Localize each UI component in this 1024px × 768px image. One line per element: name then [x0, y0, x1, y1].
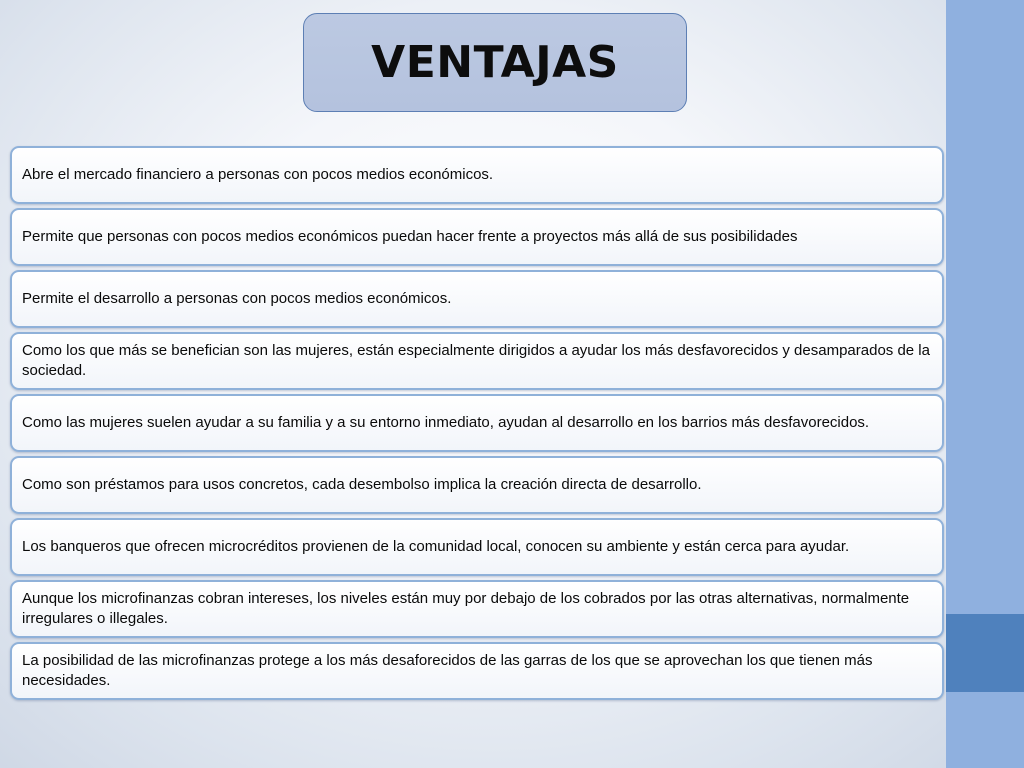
- decorative-side-block: [946, 614, 1024, 692]
- list-item-text: La posibilidad de las microfinanzas protege a los más desaforecidos de las garras de los que se aprovechan los que tienen más necesidades.: [22, 652, 873, 689]
- advantages-list: [10, 146, 944, 704]
- list-item: [10, 146, 944, 204]
- list-item-text: Abre el mercado financiero a personas con pocos medios económicos.: [22, 166, 494, 183]
- list-item: [10, 332, 944, 390]
- list-item: [10, 270, 944, 328]
- list-item-text: Aunque los microfinanzas cobran intereses, los niveles están muy por debajo de los cobrados por las otras alternativas, normalmente irregulares o illegales.: [22, 590, 910, 627]
- list-item: [10, 518, 944, 576]
- list-item: [10, 580, 944, 638]
- list-item-text: Permite el desarrollo a personas con pocos medios económicos.: [22, 290, 452, 307]
- list-item: [10, 394, 944, 452]
- list-item-text: Los banqueros que ofrecen microcréditos provienen de la comunidad local, conocen su ambiente y están cerca para ayudar.: [22, 538, 850, 555]
- list-item: [10, 456, 944, 514]
- list-item-text: Como son préstamos para usos concretos, cada desembolso implica la creación directa de desarrollo.: [22, 476, 702, 493]
- slide-title: VENTAJAS: [371, 37, 619, 88]
- list-item: [10, 642, 944, 700]
- title-box: [303, 13, 687, 112]
- list-item-text: Como los que más se benefician son las mujeres, están especialmente dirigidos a ayudar los más desfavorecidos y desamparados de la sociedad.: [22, 342, 930, 379]
- list-item-text: Como las mujeres suelen ayudar a su familia y a su entorno inmediato, ayudan al desarrollo en los barrios más desfavorecidos.: [22, 414, 870, 431]
- list-item: [10, 208, 944, 266]
- list-item-text: Permite que personas con pocos medios económicos puedan hacer frente a proyectos más allá de sus posibilidades: [22, 228, 798, 245]
